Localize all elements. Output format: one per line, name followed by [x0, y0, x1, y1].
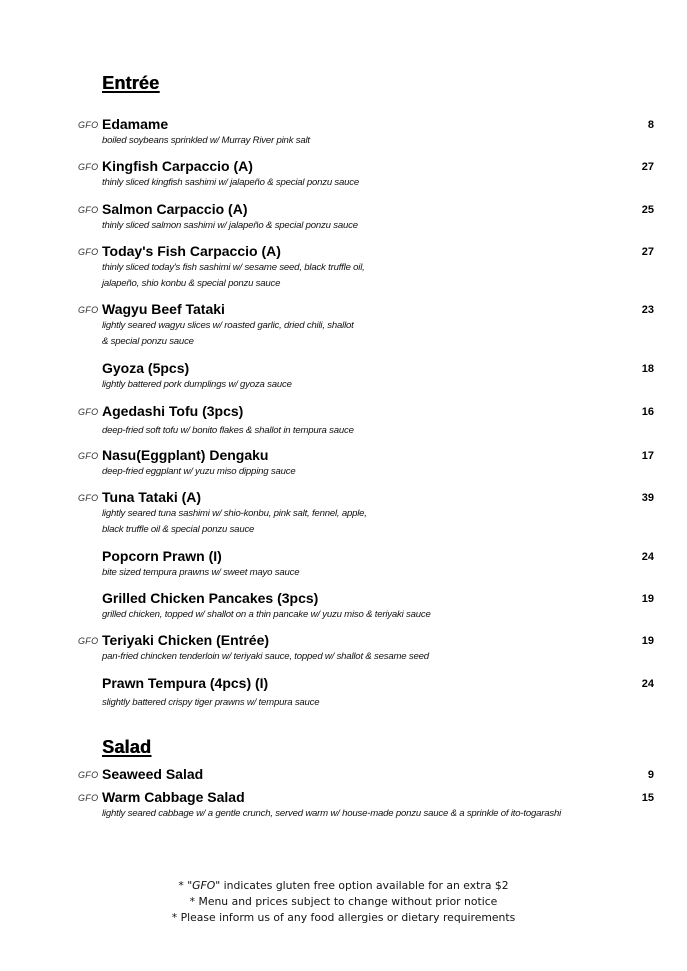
- item-name: Teriyaki Chicken (Entrée): [102, 632, 270, 648]
- item-description: deep-fried eggplant w/ yuzu miso dipping sauce: [102, 466, 296, 477]
- gfo-tag: GFO: [78, 205, 99, 215]
- item-price: 27: [641, 246, 654, 258]
- item-price: 17: [641, 450, 654, 462]
- item-price: 25: [641, 204, 654, 216]
- item-description: thinly sliced today's fish sashimi w/ sesame seed, black truffle oil,: [102, 262, 365, 273]
- gfo-tag: GFO: [78, 451, 99, 461]
- item-name: Today's Fish Carpaccio (A): [102, 243, 281, 259]
- item-name: Warm Cabbage Salad: [102, 789, 245, 805]
- item-description: pan-fried chincken tenderloin w/ teriyaki sauce, topped w/ shallot & sesame seed: [102, 651, 429, 662]
- item-description: bite sized tempura prawns w/ sweet mayo sauce: [102, 567, 300, 578]
- item-description: jalapeño, shio konbu & special ponzu sauce: [102, 278, 281, 289]
- footer-allergy-note: * Please inform us of any food allergies or dietary requirements: [171, 911, 516, 924]
- item-description: lightly battered pork dumplings w/ gyoza sauce: [102, 379, 292, 390]
- item-description: slightly battered crispy tiger prawns w/ tempura sauce: [102, 697, 320, 708]
- item-name: Tuna Tataki (A): [102, 489, 202, 505]
- item-price: 23: [641, 304, 654, 316]
- footer-notes: [0, 878, 687, 926]
- item-name: Seaweed Salad: [102, 766, 204, 782]
- item-price: 27: [641, 161, 654, 173]
- gfo-tag: GFO: [78, 305, 99, 315]
- item-description: deep-fried soft tofu w/ bonito flakes & shallot in tempura sauce: [102, 425, 354, 436]
- item-name: Popcorn Prawn (I): [102, 548, 222, 564]
- gfo-tag: GFO: [78, 793, 99, 803]
- item-description: lightly seared tuna sashimi w/ shio-konbu, pink salt, fennel, apple,: [102, 508, 367, 519]
- gfo-tag: GFO: [78, 407, 99, 417]
- footer-gfo-note: [0, 878, 687, 894]
- item-name: Edamame: [102, 116, 169, 132]
- item-price: 15: [641, 792, 654, 804]
- item-description: lightly seared wagyu slices w/ roasted garlic, dried chili, shallot: [102, 320, 354, 331]
- item-price: 19: [641, 593, 654, 605]
- gfo-tag: GFO: [78, 493, 99, 503]
- section-title-salad: Salad: [102, 737, 152, 757]
- item-description: lightly seared cabbage w/ a gentle crunch, served warm w/ house-made ponzu sauce & a sprinkle of ito-togarashi: [102, 808, 562, 819]
- item-name: Prawn Tempura (4pcs) (I): [102, 675, 269, 691]
- item-price: 8: [647, 119, 654, 131]
- item-price: 18: [641, 363, 654, 375]
- item-price: 24: [641, 551, 654, 563]
- item-price: 39: [641, 492, 654, 504]
- item-name: Nasu(Eggplant) Dengaku: [102, 447, 269, 463]
- item-name: Grilled Chicken Pancakes (3pcs): [102, 590, 319, 606]
- item-description: & special ponzu sauce: [102, 336, 194, 347]
- item-price: 19: [641, 635, 654, 647]
- item-name: Gyoza (5pcs): [102, 360, 190, 376]
- gfo-tag: GFO: [78, 770, 99, 780]
- item-name: Salmon Carpaccio (A): [102, 201, 248, 217]
- footer-gfo-text: " indicates gluten free option available for an extra $2: [215, 879, 509, 892]
- section-title-entree: Entrée: [102, 73, 160, 93]
- item-description: grilled chicken, topped w/ shallot on a thin pancake w/ yuzu miso & teriyaki sauce: [102, 609, 431, 620]
- item-name: Agedashi Tofu (3pcs): [102, 403, 244, 419]
- item-price: 16: [641, 406, 654, 418]
- item-price: 9: [647, 769, 654, 781]
- item-price: 24: [641, 678, 654, 690]
- footer-gfo-term: GFO: [192, 879, 216, 892]
- item-description: thinly sliced salmon sashimi w/ jalapeño & special ponzu sauce: [102, 220, 358, 231]
- item-description: boiled soybeans sprinkled w/ Murray River pink salt: [102, 135, 310, 146]
- gfo-tag: GFO: [78, 636, 99, 646]
- item-description: black truffle oil & special ponzu sauce: [102, 524, 255, 535]
- item-name: Wagyu Beef Tataki: [102, 301, 225, 317]
- item-description: thinly sliced kingfish sashimi w/ jalapeño & special ponzu sauce: [102, 177, 360, 188]
- item-name: Kingfish Carpaccio (A): [102, 158, 253, 174]
- footer-price-note: * Menu and prices subject to change without prior notice: [189, 895, 498, 908]
- footer-quote-open: * ": [178, 879, 193, 892]
- gfo-tag: GFO: [78, 162, 99, 172]
- gfo-tag: GFO: [78, 120, 99, 130]
- gfo-tag: GFO: [78, 247, 99, 257]
